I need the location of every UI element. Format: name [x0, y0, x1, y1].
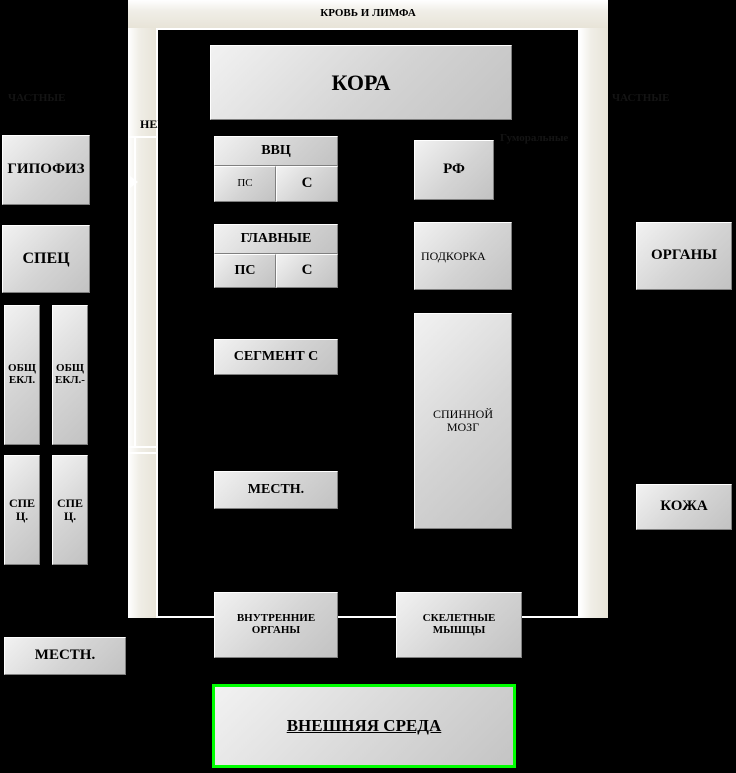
spinal-cord-box[interactable]: СПИННОЙ МОЗГ: [414, 313, 512, 529]
general-cell-box-1[interactable]: ОБЩЕКЛ.: [4, 305, 40, 445]
spec-box[interactable]: СПЕЦ: [2, 225, 90, 293]
spec-box-2[interactable]: СПЕЦ.: [52, 455, 88, 565]
environment-box[interactable]: [212, 684, 516, 768]
skin-box[interactable]: КОЖА: [636, 484, 732, 530]
nerve-channel-cap-bottom: [128, 452, 158, 454]
local-center-box[interactable]: МЕСТН.: [214, 471, 338, 509]
skeletal-muscles-box[interactable]: СКЕЛЕТНЫЕ МЫШЦЫ: [396, 592, 522, 658]
nerve-channel-top: [128, 136, 158, 138]
rf-box[interactable]: РФ: [414, 140, 494, 200]
environment-label: ВНЕШНЯЯ СРЕДА: [286, 716, 442, 735]
left-частные-label: ЧАСТНЫЕ: [8, 92, 66, 104]
general-cell-box-2[interactable]: ОБЩЕКЛ.-: [52, 305, 88, 445]
local-left-box[interactable]: МЕСТН.: [4, 637, 126, 675]
spec-box-1[interactable]: СПЕЦ.: [4, 455, 40, 565]
main-s-box[interactable]: С: [276, 254, 338, 288]
vvc-s-box[interactable]: С: [276, 166, 338, 202]
main-ps-box[interactable]: ПС: [214, 254, 276, 288]
internal-organs-box[interactable]: ВНУТРЕННИЕ ОРГАНЫ: [214, 592, 338, 658]
inner-frame-top: [156, 28, 580, 30]
inner-frame-right: [578, 28, 580, 618]
humoral-label: Гуморальные: [500, 132, 569, 144]
nerves-label: НЕРВЫ: [140, 117, 185, 131]
subcortex-box[interactable]: ПОДКОРКА: [414, 222, 512, 290]
vvc-box[interactable]: ВВЦ: [214, 136, 338, 166]
main-box[interactable]: ГЛАВНЫЕ: [214, 224, 338, 254]
segment-s-box[interactable]: СЕГМЕНТ С: [214, 339, 338, 375]
blood-lymph-title: КРОВЬ И ЛИМФА: [320, 7, 416, 19]
organs-box[interactable]: ОРГАНЫ: [636, 222, 732, 290]
right-частные-label: ЧАСТНЫЕ: [612, 92, 670, 104]
blood-lymph-right-band: [580, 28, 608, 618]
cortex-box[interactable]: КОРА: [210, 45, 512, 120]
nerve-channel-bottom: [128, 446, 158, 448]
vvc-ps-box[interactable]: ПС: [214, 166, 276, 202]
hypophysis-box[interactable]: ГИПОФИЗ: [2, 135, 90, 205]
nerve-arrow-icon: [130, 176, 138, 188]
